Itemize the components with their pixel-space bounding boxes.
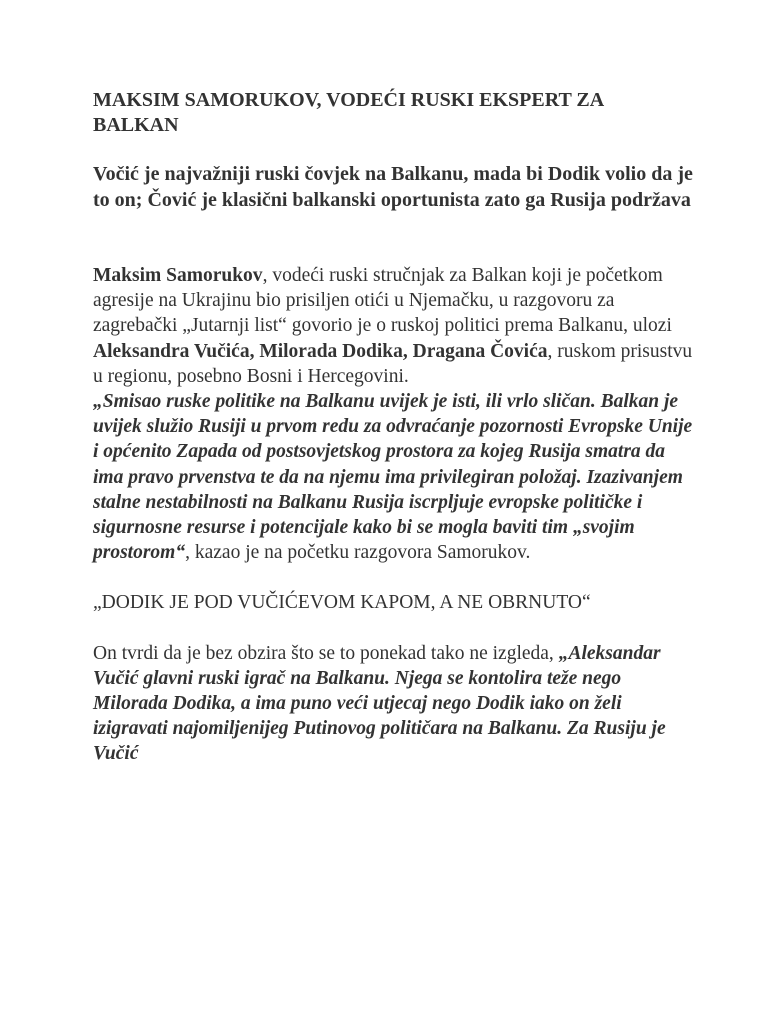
intro-text-2: , ruskom prisustvu u regionu, posebno Bosni i Hercegovini. — [93, 340, 693, 387]
article-headline: MAKSIM SAMORUKOV, VODEĆI RUSKI EKSPERT ZA BALKAN — [93, 89, 604, 136]
quote-2: „Aleksandar Vučić glavni ruski igrač na Balkanu. Njega se kontolira teže nego Milorada Dodika, a ima puno veći utjecaj nego Dodik iako on želi izigravati najomiljenijeg Putinovog političara na Balkanu. Za Rusiju je Vučić — [93, 642, 666, 765]
intro-names-bold: Aleksandra Vučića, Milorada Dodika, Dragana Čovića — [93, 340, 548, 362]
article-subheadline: Vočić je najvažniji ruski čovjek na Balkanu, mada bi Dodik volio da je to on; Čović je klasični balkanski oportunista zato ga Rusija podržava — [93, 163, 693, 211]
paragraph-2-lead: On tvrdi da je bez obzira što se to ponekad tako ne izgleda, — [93, 642, 559, 664]
intro-paragraph — [93, 263, 693, 565]
article-body — [93, 263, 693, 767]
quote-1: „Smisao ruske politike na Balkanu uvijek je isti, ili vrlo sličan. Balkan je uvijek služio Rusiji u prvom redu za odvraćanje pozornosti Evropske Unije i općenito Zapada od postsovjetskog prostora za kojeg Rusija smatra da ima pravo prvenstva te da na njemu ima privilegiran položaj. Izazivanjem stalne nestabilnosti na Balkanu Rusija iscrpljuje evropske političke i sigurnosne resurse i potencijale kako bi se mogla baviti tim „svojim prostorom“ — [93, 391, 693, 564]
intro-name: Maksim Samorukov — [93, 265, 263, 286]
section-heading: „DODIK JE POD VUČIĆEVOM KAPOM, A NE OBRNUTO“ — [93, 592, 591, 614]
quote-1-tail: , kazao je na početku razgovora Samorukov. — [185, 542, 531, 564]
document-page — [93, 88, 693, 767]
paragraph-2 — [93, 641, 693, 767]
intro-text-1: , vodeći ruski stručnjak za Balkan koji je početkom agresije na Ukrajinu bio prisiljen otići u Njemačku, u razgovoru za zagrebački „Jutarnji list“ govorio je o ruskoj politici prema Balkanu, ulozi — [93, 265, 672, 337]
